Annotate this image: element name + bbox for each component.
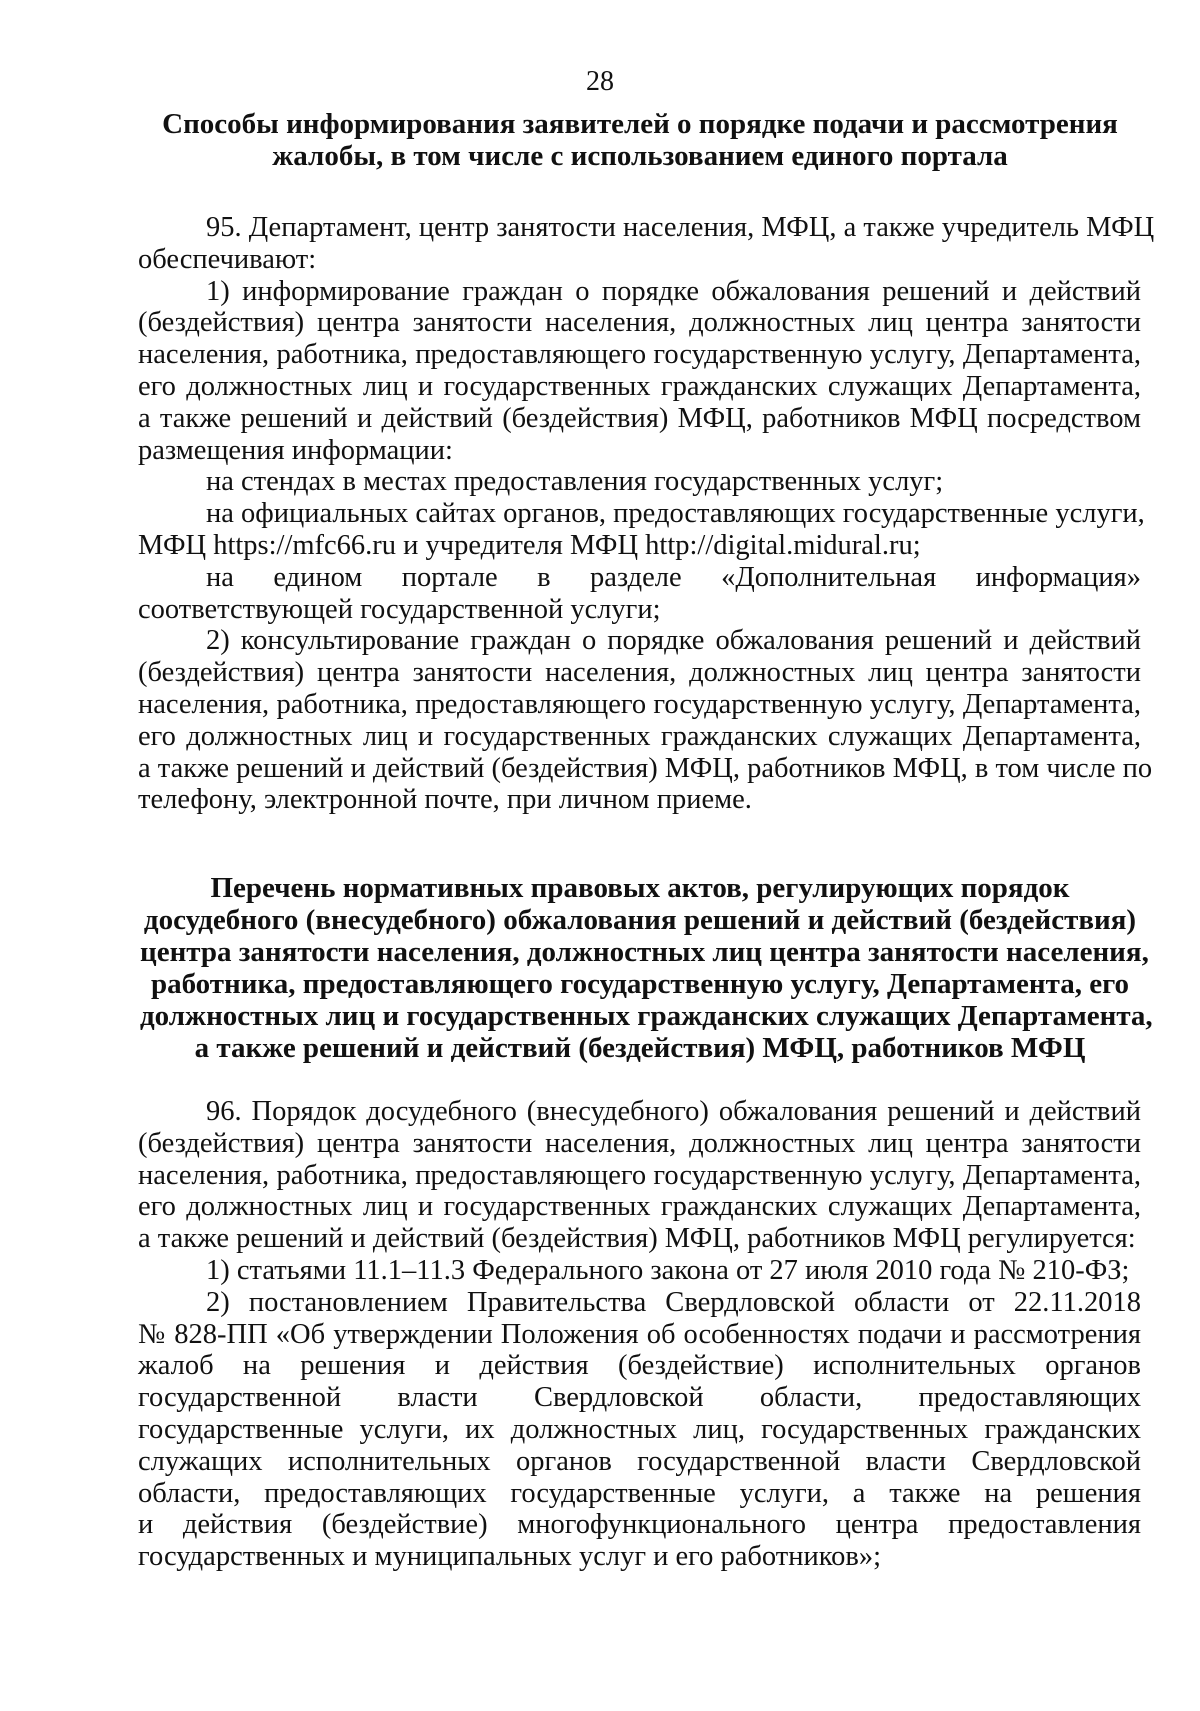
- section-heading-informing: [140, 108, 1140, 172]
- paragraph-line: телефону, электронной почте, при личном приеме.: [138, 784, 752, 816]
- paragraph-line: а также решений и действий (бездействия) МФЦ, работников МФЦ посредством: [138, 402, 1141, 434]
- paragraph-line: его должностных лиц и государственных гражданских служащих Департамента,: [138, 1191, 1141, 1223]
- page-number: 28: [586, 66, 614, 97]
- paragraph-line: области, предоставляющих государственные услуги, а также на решения: [138, 1477, 1141, 1509]
- paragraph-line: 96. Порядок досудебного (внесудебного) обжалования решений и действий: [206, 1096, 1141, 1127]
- paragraph-line: государственной власти Свердловской области, предоставляющих: [138, 1382, 1141, 1414]
- paragraph-line: его должностных лиц и государственных гражданских служащих Департамента,: [138, 370, 1141, 402]
- paragraph-line: 1) статьями 11.1–11.3 Федерального закона от 27 июля 2010 года № 210-ФЗ;: [206, 1254, 1130, 1286]
- paragraph-line: МФЦ https://mfc66.ru и учредителя МФЦ http://digital.midural.ru;: [138, 529, 921, 561]
- paragraph-line: жалоб на решения и действия (бездействие) исполнительных органов: [138, 1350, 1141, 1382]
- paragraph-line: № 828-ПП «Об утверждении Положения об особенностях подачи и рассмотрения: [138, 1318, 1141, 1350]
- paragraph-line: обеспечивают:: [138, 243, 317, 275]
- paragraph-line: на официальных сайтах органов, предоставляющих государственные услуги,: [206, 498, 1145, 530]
- section-heading-regulations: [140, 872, 1153, 1064]
- heading-line: жалобы, в том числе с использованием единого портала: [272, 140, 1008, 172]
- paragraph-line: служащих исполнительных органов государственной власти Свердловской: [138, 1445, 1141, 1477]
- paragraph-line: размещения информации:: [138, 434, 453, 466]
- heading-line: центра занятости населения, должностных лиц центра занятости населения,: [140, 936, 1149, 968]
- heading-line: Перечень нормативных правовых актов, регулирующих порядок: [210, 872, 1070, 904]
- paragraph-line: на стендах в местах предоставления государственных услуг;: [206, 466, 944, 498]
- paragraph-line: 95. Департамент, центр занятости населения, МФЦ, а также учредитель МФЦ: [206, 212, 1155, 243]
- paragraph-line: населения, работника, предоставляющего государственную услугу, Департамента,: [138, 1159, 1141, 1191]
- paragraph-line: государственных и муниципальных услуг и его работников»;: [138, 1541, 882, 1573]
- paragraph-line: 1) информирование граждан о порядке обжалования решений и действий: [206, 275, 1141, 307]
- paragraph-line: населения, работника, предоставляющего государственную услугу, Департамента,: [138, 339, 1141, 371]
- paragraph-line: соответствующей государственной услуги;: [138, 593, 661, 625]
- heading-line: досудебного (внесудебного) обжалования решений и действий (бездействия): [143, 904, 1137, 936]
- heading-line: должностных лиц и государственных гражданских служащих Департамента,: [140, 1000, 1153, 1032]
- paragraph-line: (бездействия) центра занятости населения, должностных лиц центра занятости: [138, 1127, 1141, 1159]
- section-body-informing: [138, 212, 1155, 816]
- paragraph-line: (бездействия) центра занятости населения, должностных лиц центра занятости: [138, 657, 1141, 689]
- heading-line: Способы информирования заявителей о порядке подачи и рассмотрения: [162, 108, 1118, 140]
- paragraph-line: 2) постановлением Правительства Свердловской области от 22.11.2018: [206, 1286, 1141, 1318]
- paragraph-line: государственные услуги, их должностных лиц, государственных гражданских: [138, 1413, 1141, 1445]
- paragraph-line: 2) консультирование граждан о порядке обжалования решений и действий: [206, 625, 1141, 657]
- paragraph-line: а также решений и действий (бездействия) МФЦ, работников МФЦ регулируется:: [138, 1223, 1136, 1255]
- paragraph-line: и действия (бездействие) многофункционального центра предоставления: [138, 1509, 1141, 1541]
- section-body-regulations: [138, 1096, 1141, 1573]
- paragraph-line: населения, работника, предоставляющего государственную услугу, Департамента,: [138, 688, 1141, 720]
- paragraph-line: а также решений и действий (бездействия) МФЦ, работников МФЦ, в том числе по: [138, 752, 1153, 784]
- heading-line: а также решений и действий (бездействия) МФЦ, работников МФЦ: [194, 1032, 1086, 1064]
- paragraph-line: на едином портале в разделе «Дополнительная информация»: [206, 561, 1141, 593]
- paragraph-line: (бездействия) центра занятости населения, должностных лиц центра занятости: [138, 307, 1141, 339]
- heading-line: работника, предоставляющего государственную услугу, Департамента, его: [150, 968, 1130, 1000]
- paragraph-line: его должностных лиц и государственных гражданских служащих Департамента,: [138, 720, 1141, 752]
